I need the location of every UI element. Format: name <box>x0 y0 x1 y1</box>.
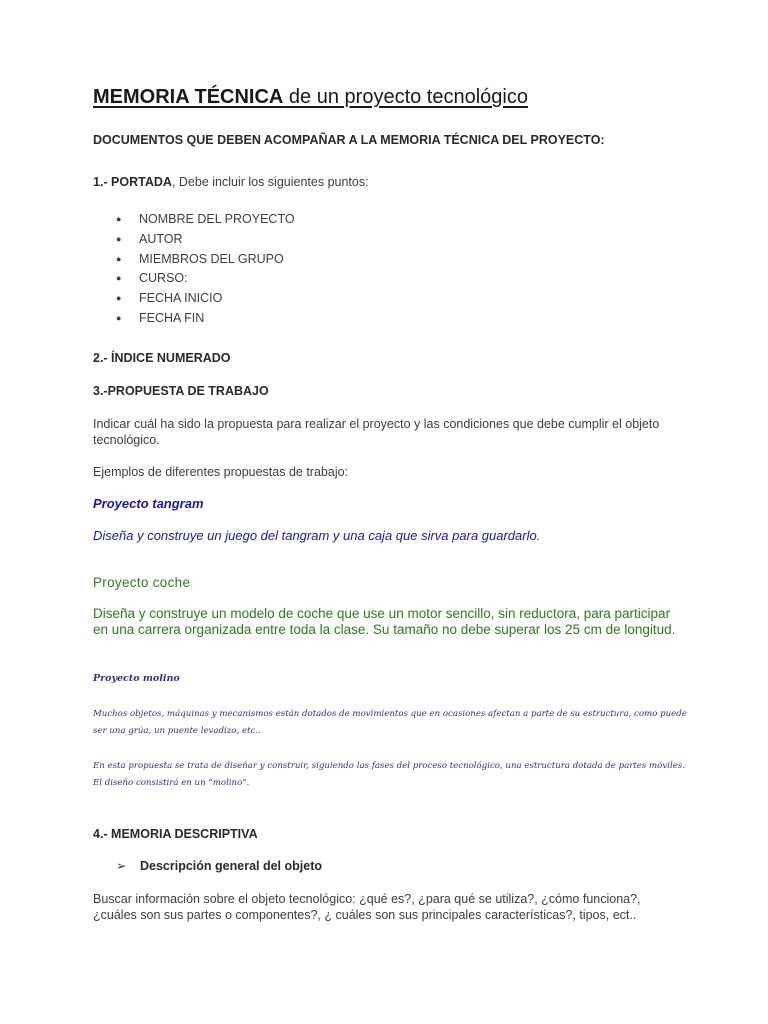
portada-list <box>93 210 295 329</box>
list-item <box>93 210 295 230</box>
bullet-icon: ● <box>116 233 122 244</box>
tangram-title: Proyecto tangram <box>93 496 204 511</box>
coche-text: Diseña y construye un modelo de coche que use un motor sencillo, sin reductora, para participar en una carrera organizada entre toda la clase. Su tamaño no debe superar los 25 cm de longitud. <box>93 606 676 637</box>
list-item-label: AUTOR <box>139 231 183 246</box>
list-item-label: FECHA INICIO <box>139 291 223 306</box>
section3-intro: Indicar cuál ha sido la propuesta para realizar el proyecto y las condiciones que debe cumplir el objeto tecnológico. <box>93 417 660 447</box>
list-item <box>93 230 295 250</box>
list-item-label: FECHA FIN <box>139 310 205 325</box>
section2-heading: 2.- ÍNDICE NUMERADO <box>93 351 231 365</box>
title-bold: MEMORIA TÉCNICA <box>93 86 284 108</box>
examples-intro: Ejemplos de diferentes propuestas de trabajo: <box>93 465 349 479</box>
section4-heading: 4.- MEMORIA DESCRIPTIVA <box>93 827 258 841</box>
list-item <box>93 250 295 270</box>
page-title <box>93 86 528 109</box>
coche-title: Proyecto coche <box>93 575 191 590</box>
title-rest: de un proyecto tecnológico <box>283 86 528 108</box>
list-item-label: NOMBRE DEL PROYECTO <box>139 212 295 226</box>
list-item <box>93 309 295 329</box>
list-item-label: CURSO: <box>139 271 188 286</box>
section1-label: 1.- PORTADA <box>93 175 172 189</box>
tangram-text: Diseña y construye un juego del tangram y una caja que sirva para guardarlo. <box>93 528 541 543</box>
bullet-icon: ● <box>116 312 122 323</box>
section4-item <box>116 858 322 873</box>
section1-text: , Debe incluir los siguientes puntos: <box>171 175 369 189</box>
section1-paragraph <box>93 174 673 190</box>
molino-title: Proyecto molino <box>93 673 180 684</box>
molino-text-1: Muchos objetos, máquinas y mecanismos están dotados de movimientos que en ocasiones afectan a parte de su estructura, como puede ser una grúa, un puente levadizo, etc.. <box>93 709 687 736</box>
section4-text: Buscar información sobre el objeto tecnológico: ¿qué es?, ¿para qué se utiliza?, ¿cómo funciona?, ¿cuáles son sus partes o componentes?, ¿ cuáles son sus principales características?, tipos, ect.. <box>93 892 641 922</box>
bullet-icon: ● <box>116 253 122 264</box>
documents-heading: DOCUMENTOS QUE DEBEN ACOMPAÑAR A LA MEMORIA TÉCNICA DEL PROYECTO: <box>93 133 605 147</box>
arrow-bullet-icon: ➢ <box>116 859 127 873</box>
bullet-icon: ● <box>116 214 122 224</box>
bullet-icon: ● <box>116 273 122 284</box>
molino-text-2: En esta propuesta se trata de diseñar y construir, siguiendo las fases del proceso tecnológico, una estructura dotada de partes móviles. El diseño consistirá en un “molino”. <box>93 761 685 788</box>
section3-heading: 3.-PROPUESTA DE TRABAJO <box>93 384 269 398</box>
list-item <box>93 289 295 309</box>
bullet-icon: ● <box>116 293 122 304</box>
section4-item-label: Descripción general del objeto <box>140 859 322 873</box>
list-item-label: MIEMBROS DEL GRUPO <box>139 251 284 266</box>
list-item <box>93 269 295 289</box>
